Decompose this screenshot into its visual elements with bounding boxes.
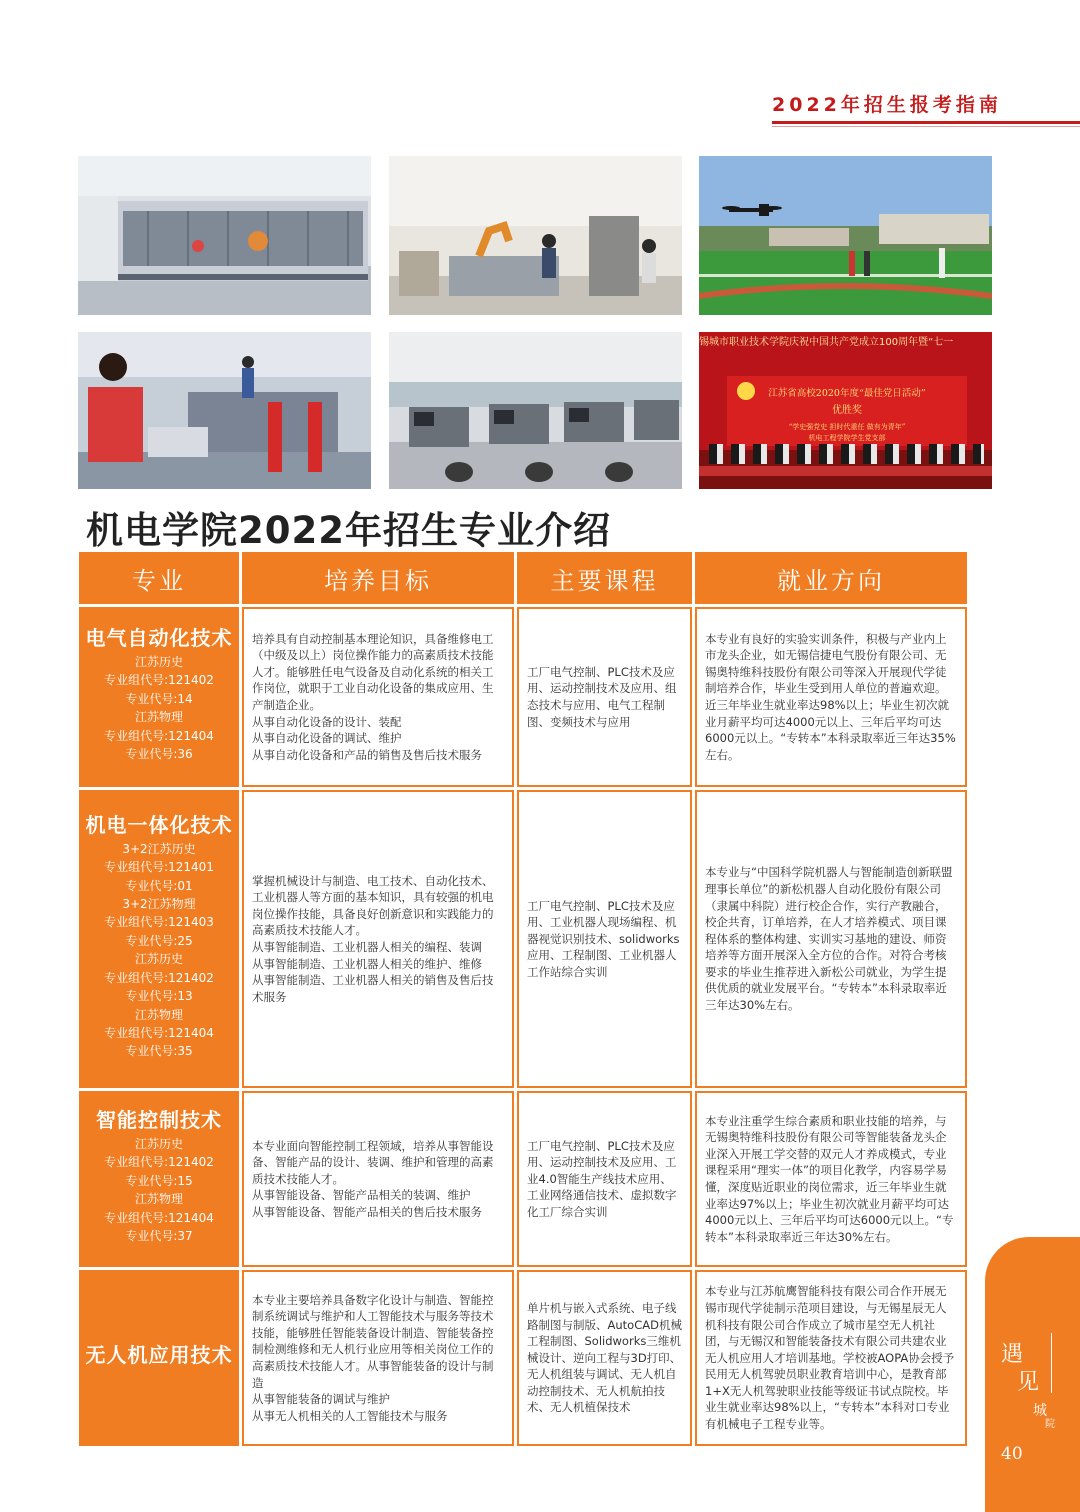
goal-text: 培养具有自动控制基本理论知识，具备维修电工（中级及以上）岗位操作能力的高素质技术技能人才。能够胜任电气设备及自动化系统的相关工作岗位，就职于工业自动化设备的集成应用、生产制造企业。 [252, 631, 494, 712]
courses-cell: 单片机与嵌入式系统、电子线路制图与制版、AutoCAD机械工程制图、Solidworks三维机械设计、逆向工程与3D打印、无人机组装与调试、无人机自动控制技术、无人机航拍技术、无人机植保技术 [517, 1270, 692, 1446]
major-detail: 专业组代号:121404 [104, 1210, 214, 1225]
college-emblem-icon [995, 1327, 1065, 1437]
photo-automation-line [78, 156, 371, 315]
major-detail: 江苏历史 [134, 655, 183, 670]
ceremony-screen [727, 376, 967, 446]
career-cell: 本专业与“中国科学院机器人与智能制造创新联盟理事长单位”的新松机器人自动化股份有限公司（隶属中科院）进行校企合作，实行产教融合，校企共育，订单培养，在人才培养模式、项目课程体系的整体构建、实训实习基地的建设、师资培养等方面开展深入全方位的合作。对符合考核要求的毕业生推荐进入新松公司就业，为学生提供优质的就业发展平台。“专转本”本科录取率近三年达30%左右。 [695, 790, 967, 1088]
goal-cell [242, 1091, 514, 1267]
header-rule-thin [772, 126, 1080, 127]
courses-cell: 工厂电气控制、PLC技术及应用、工业机器人现场编程、机器视觉识别技术、solidworks应用、工程制图、工业机器人工作站综合实训 [517, 790, 692, 1088]
major-detail: 专业组代号:121402 [104, 970, 214, 985]
ceremony-people [709, 444, 984, 464]
svg-text:城: 城 [1033, 1403, 1047, 1419]
goal-cell [242, 790, 514, 1088]
ceremony-screen-title: 江苏省高校2020年度“最佳党日活动” [768, 388, 926, 399]
major-detail: 江苏物理 [134, 1007, 183, 1022]
goal-text: 本专业面向智能控制工程领域，培养从事智能设备、智能产品的设计、装调、维护和管理的高素质技术技能人才。 [252, 1138, 494, 1186]
courses-cell: 工厂电气控制、PLC技术及应用、运动控制技术及应用、工业4.0智能生产线技术应用、工业网络通信技术、虚拟数字化工厂综合实训 [517, 1091, 692, 1267]
major-cell [79, 607, 239, 787]
major-name: 智能控制技术 [96, 1108, 222, 1133]
party-emblem [737, 382, 755, 400]
career-cell: 本专业与江苏航鹰智能科技有限公司合作开展无锡市现代学徒制示范项目建设，与无锡星辰无人机科技有限公司合作成立了城市星空无人机社团，与无锡汉和智能装备技术有限公司共建农业无人机应用人才培训基地。学校被AOPA协会授予民用无人机驾驶员职业教育培训中心，是教育部1+X无人机驾驶职业技能等级证书试点院校。毕业生就业率达98%以上，“专转本”本科对口专业有机械电子工程专业等。 [695, 1270, 967, 1446]
major-detail: 专业组代号:121404 [104, 728, 214, 743]
major-name: 机电一体化技术 [85, 813, 233, 838]
page-number: 40 [1001, 1444, 1023, 1464]
major-cell [79, 1091, 239, 1267]
goal-text: 掌握机械设计与制造、电工技术、自动化技术、工业机器人等方面的基本知识，具有较强的机电岗位操作技能，具备良好创新意识和实践能力的高素质技术技能人才。 [252, 873, 494, 938]
photo-computer-lab [389, 332, 682, 489]
major-detail: 专业代号:36 [125, 747, 193, 762]
major-name: 电气自动化技术 [85, 626, 233, 651]
major-detail: 专业代号:15 [125, 1173, 193, 1188]
major-detail: 3+2江苏历史 [122, 841, 196, 856]
header-major: 专业 [79, 552, 239, 604]
major-detail: 专业代号:25 [125, 933, 193, 948]
major-cell [79, 790, 239, 1088]
major-detail: 专业代号:01 [125, 878, 193, 893]
major-detail: 专业组代号:121402 [104, 1155, 214, 1170]
ceremony-screen-line2: 机电工程学院学生党支部 [808, 434, 886, 442]
header-courses: 主要课程 [517, 552, 692, 604]
major-detail: 专业组代号:121402 [104, 673, 214, 688]
career-cell: 本专业注重学生综合素质和职业技能的培养，与无锡奥特维科技股份有限公司等智能装备龙头企业深入开展工学交替的双元人才养成模式，专业课程采用“理实一体”的项目化教学，内容易学易懂，深度贴近职业的岗位需求，近三年毕业生就业率达97%以上；毕业生初次就业月薪平均可达4000元以上、三年后平均可达6000元以上。“专转本”本科录取率近三年达30%左右。 [695, 1091, 967, 1267]
photo-award-ceremony [699, 332, 992, 489]
major-detail: 专业代号:14 [125, 691, 193, 706]
career-cell: 本专业有良好的实验实训条件，积极与产业内上市龙头企业，如无锡信捷电气股份有限公司、无锡奥特维科技股份有限公司等深入开展现代学徒制培养合作，毕业生受到用人单位的普遍欢迎。近三年毕业生就业率达98%以上；毕业生初次就业月薪平均可达4000元以上、三年后平均可达6000元以上。“专转本”本科录取率近三年达35%左右。 [695, 607, 967, 787]
major-name: 无人机应用技术 [85, 1342, 233, 1367]
table-row [79, 790, 967, 1088]
goal-text: 从事智能设备、智能产品相关的装调、维护 [252, 1188, 471, 1203]
goal-text: 本专业主要培养具备数字化设计与制造、智能控制系统调试与维护和人工智能技术与服务等技术技能，能够胜任智能装备设计制造、智能装备控制检测维修和无人机行业应用等相关岗位工作的高素质技术技能人才。从事智能装备的设计与制造 [252, 1292, 494, 1390]
goal-text: 从事自动化设备的设计、装配 [252, 714, 402, 729]
photo-drone-field [699, 156, 992, 315]
goal-text: 从事智能制造、工业机器人相关的编程、装调 [252, 940, 482, 954]
table-row [79, 1091, 967, 1267]
header-rule [772, 121, 1080, 124]
major-detail: 专业组代号:121404 [104, 1025, 214, 1040]
ceremony-banner: 锡城市职业技术学院庆祝中国共产党成立100周年暨“七一 [699, 337, 954, 348]
goal-text: 从事自动化设备的调试、维护 [252, 731, 402, 746]
ceremony-table [699, 466, 992, 476]
page-badge [985, 1237, 1080, 1512]
goal-text: 从事智能制造、工业机器人相关的维护、维修 [252, 956, 482, 971]
goal-text: 从事智能制造、工业机器人相关的销售及售后技术服务 [252, 973, 494, 1004]
svg-text:见: 见 [1017, 1370, 1040, 1395]
header-title: 2022年招生报考指南 [772, 94, 1002, 116]
goal-text: 从事智能装备的调试与维护 [252, 1392, 390, 1407]
svg-text:院: 院 [1045, 1419, 1055, 1430]
goal-cell [242, 1270, 514, 1446]
majors-table [76, 549, 970, 1449]
major-detail: 专业代号:37 [125, 1229, 193, 1244]
major-cell [79, 1270, 239, 1446]
ceremony-screen-line1: “学史强党史 担时代重任 做有为青年” [788, 423, 906, 431]
major-detail: 江苏历史 [134, 1137, 183, 1152]
table-row [79, 607, 967, 787]
major-detail: 专业代号:35 [125, 1044, 193, 1059]
ceremony-screen-sub: 优胜奖 [832, 405, 862, 416]
major-detail: 专业组代号:121403 [104, 915, 214, 930]
major-detail: 专业代号:13 [125, 989, 193, 1004]
goal-text: 从事无人机相关的人工智能技术与服务 [252, 1408, 448, 1423]
major-detail: 江苏物理 [134, 710, 183, 725]
major-detail: 江苏物理 [134, 1192, 183, 1207]
major-detail: 专业组代号:121401 [104, 860, 214, 875]
major-detail: 江苏历史 [134, 952, 183, 967]
goal-text: 从事自动化设备和产品的销售及售后技术服务 [252, 747, 482, 762]
header-career: 就业方向 [695, 552, 967, 604]
section-title: 机电学院2022年招生专业介绍 [86, 509, 611, 552]
table-row [79, 1270, 967, 1446]
major-detail: 3+2江苏物理 [122, 897, 196, 912]
photo-robot-lab [389, 156, 682, 315]
header-goal: 培养目标 [242, 552, 514, 604]
goal-text: 从事智能设备、智能产品相关的售后技术服务 [252, 1204, 482, 1219]
svg-text:遇: 遇 [1001, 1342, 1024, 1367]
photo-student-workshop [78, 332, 371, 489]
goal-cell [242, 607, 514, 787]
courses-cell: 工厂电气控制、PLC技术及应用、运动控制技术及应用、组态技术与应用、电气工程制图、变频技术与应用 [517, 607, 692, 787]
